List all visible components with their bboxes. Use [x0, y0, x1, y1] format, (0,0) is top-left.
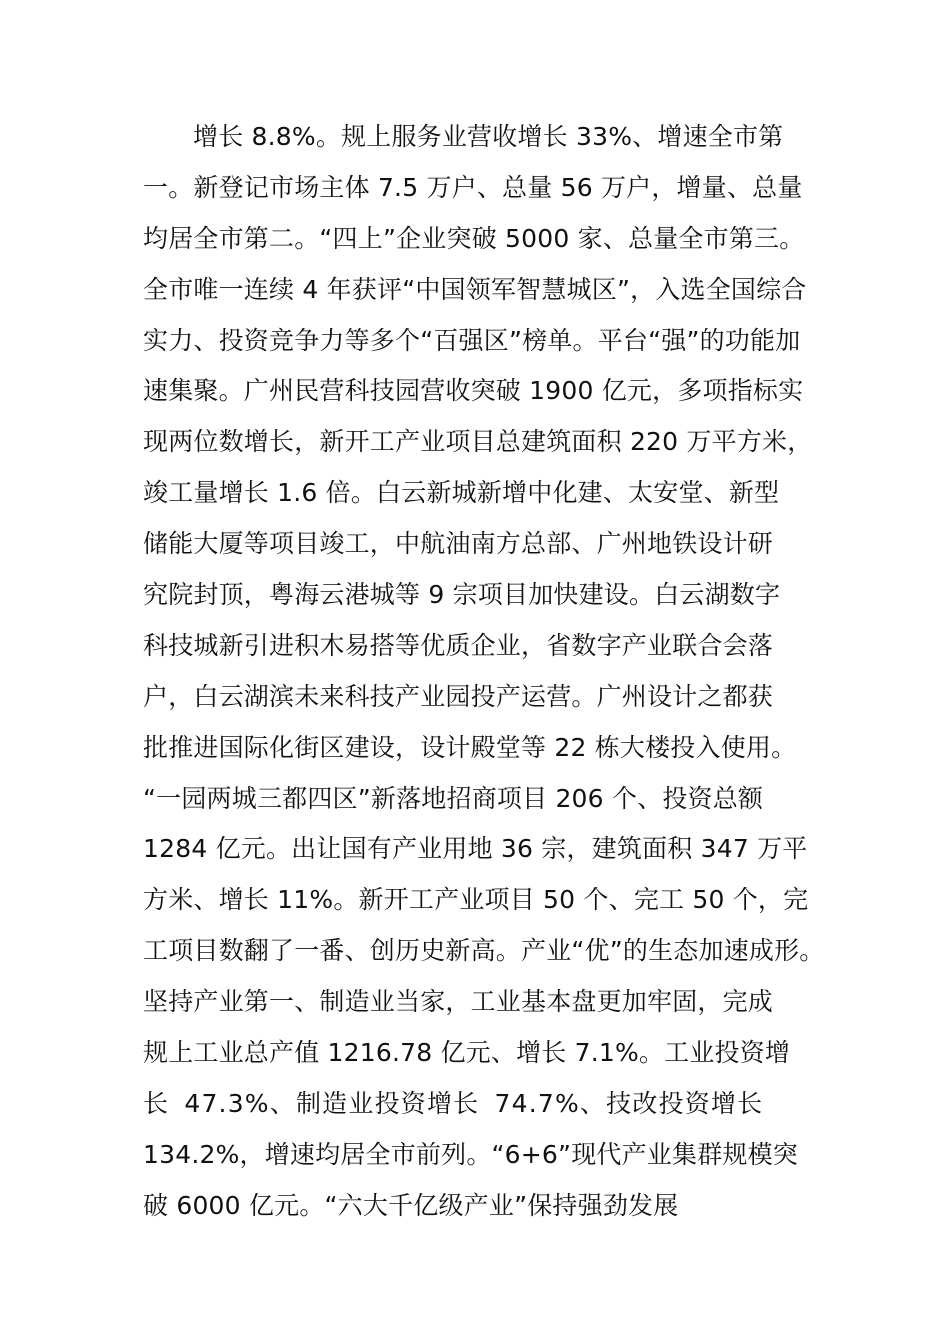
text-line: 批推进国际化街区建设，设计殿堂等 22 栋大楼投入使用。 — [143, 732, 797, 762]
text-line: 户，白云湖滨未来科技产业园投产运营。广州设计之都获 — [143, 681, 774, 711]
text-line: 究院封顶，粤海云港城等 9 宗项目加快建设。白云湖数字 — [143, 580, 781, 610]
text-line: 全市唯一连续 4 年获评“中国领军智慧城区”，入选全国综合 — [143, 274, 807, 304]
text-line: 速集聚。广州民营科技园营收突破 1900 亿元，多项指标实 — [143, 376, 804, 406]
text-line: 长 47.3%、制造业投资增长 74.7%、技改投资增长 — [143, 1088, 764, 1118]
text-line: 均居全市第二。“四上”企业突破 5000 家、总量全市第三。 — [143, 223, 805, 253]
text-line: 坚持产业第一、制造业当家，工业基本盘更加牢固，完成 — [143, 987, 774, 1017]
text-line: 134.2%，增速均居全市前列。“6+6”现代产业集群规模突 — [143, 1139, 798, 1169]
text-line: 工项目数翻了一番、创历史新高。产业“优”的生态加速成形。 — [143, 936, 825, 966]
text-line: 一。新登记市场主体 7.5 万户、总量 56 万户，增量、总量 — [143, 172, 803, 202]
text-line: 规上工业总产值 1216.78 亿元、增长 7.1%。工业投资增 — [143, 1038, 791, 1068]
text-line: 1284 亿元。出让国有产业用地 36 宗，建筑面积 347 万平 — [143, 834, 808, 864]
text-line: 实力、投资竞争力等多个“百强区”榜单。平台“强”的功能加 — [143, 325, 801, 355]
text-line: 破 6000 亿元。“六大千亿级产业”保持强劲发展 — [143, 1190, 679, 1220]
text-line: 竣工量增长 1.6 倍。白云新城新增中化建、太安堂、新型 — [143, 478, 780, 508]
text-line: 增长 8.8%。规上服务业营收增长 33%、增速全市第 — [193, 122, 784, 151]
body-paragraph — [143, 112, 843, 1232]
text-line: 现两位数增长，新开工产业项目总建筑面积 220 万平方米， — [143, 427, 813, 457]
text-line: “一园两城三都四区”新落地招商项目 206 个、投资总额 — [143, 783, 764, 813]
text-line: 方米、增长 11%。新开工产业项目 50 个、完工 50 个，完 — [143, 885, 809, 915]
text-line: 科技城新引进积木易搭等优质企业，省数字产业联合会落 — [143, 630, 774, 660]
text-line: 储能大厦等项目竣工，中航油南方总部、广州地铁设计研 — [143, 529, 774, 559]
